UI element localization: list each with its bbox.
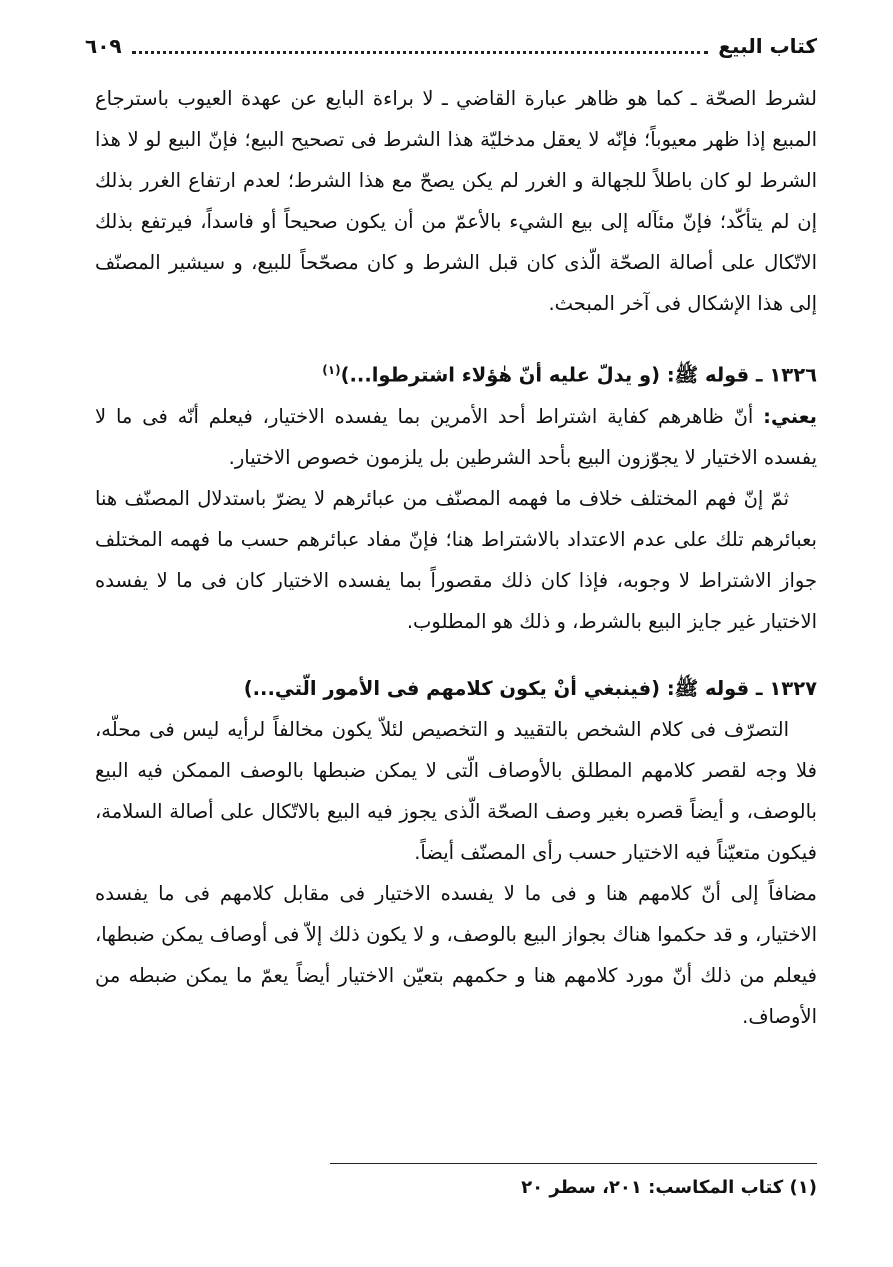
footnote: (١) كتاب المكاسب: ٢٠١، سطر ٢٠ — [521, 1177, 817, 1198]
paragraph-lead: يعني: — [763, 404, 817, 428]
heading-text: ١٣٢٦ ـ قوله ﷺ: (و يدلّ عليه أنّ هٰؤلاء اشترطوا...) — [340, 363, 817, 387]
main-text — [95, 78, 817, 1037]
paragraph-continued: لشرط الصحّة ـ كما هو ظاهر عبارة القاضي ـ لا براءة البايع عن عهدة العيوب باسترجاع المبيع إذا ظهر معيوباً؛ فإنّه لا يعقل مدخليّة هذا الشرط فى تصحيح البيع؛ فإنّ البيع لو لا هذا الشرط لو كان باطلاً للجهالة و الغرر لم يكن يصحّ مع هذا الشرط؛ لعدم ارتفاع الغرر بذلك إن لم يتأكّد؛ فإنّ مئآله إلى بيع الشيء بالأعمّ من أن يكون صحيحاً أو فاسداً، فيرتفع بذلك الاتّكال على أصالة الصحّة الّذى كان قبل الشرط و كان مصحّحاً للبيع، و سيشير المصنّف إلى هذا الإشكال فى آخر المبحث. — [95, 87, 817, 315]
section-heading-1327: ١٣٢٧ ـ قوله ﷺ: (فينبغي أنْ يكون كلامهم فى الأمور الّتي...) — [243, 676, 817, 700]
leader-dots — [132, 51, 709, 54]
footnote-reference: (١) — [322, 363, 341, 377]
paragraph-1326-b: ثمّ إنّ فهم المختلف خلاف ما فهمه المصنّف من عبائرهم لا يضرّ باستدلال المصنّف هنا بعبائرهم تلك على عدم الاعتداد بالاشتراط هنا؛ فإنّ مفاد عبائرهم حسب ما فهمه المختلف جواز الاشتراط لا وجوبه، فإذا كان ذلك مقصوراً بما يفسده الاختيار كان فى ما لا يفسده الاختيار غير جايز البيع بالشرط، و ذلك هو المطلوب. — [95, 486, 817, 633]
running-header — [85, 30, 817, 62]
page-number: ٦٠٩ — [85, 34, 122, 58]
footnote-divider — [330, 1163, 817, 1164]
paragraph-1327-b: مضافاً إلى أنّ كلامهم هنا و فى ما لا يفسده الاختيار فى مقابل كلامهم فى ما يفسده الاختيار، و قد حكموا هناك بجواز البيع بالوصف، و لا يكون ذلك إلاّ فى أوصاف يمكن ضبطها، فيعلم من ذلك أنّ مورد كلامهم هنا و حكمهم بتعيّن الاختيار أيضاً يعمّ ما يمكن ضبطه من الأوصاف. — [95, 881, 817, 1028]
paragraph-text: أنّ ظاهرهم كفاية اشتراط أحد الأمرين بما يفسده الاختيار، فيعلم أنّه فى ما لا يفسده الاختيار لا يجوّزون البيع بأحد الشرطين بل يلزمون خصوص الاختيار. — [95, 404, 817, 469]
book-title: كتاب البيع — [718, 34, 817, 58]
paragraph-1326-a — [95, 396, 817, 478]
section-heading-1326 — [95, 350, 817, 396]
paragraph-1327-a: التصرّف فى كلام الشخص بالتقييد و التخصيص لئلاّ يكون مخالفاً لرأيه ليس فى محلّه، فلا وجه لقصر كلامهم المطلق بالأوصاف الّتى لا يمكن ضبطها بالوصف الممكن فيه البيع بالوصف، و أيضاً قصره بغير وصف الصحّة الّذى يجوز فيه البيع بالاتّكال على أصالة السلامة، فيكون متعيّناً فيه الاختيار حسب رأى المصنّف أيضاً. — [95, 717, 817, 864]
